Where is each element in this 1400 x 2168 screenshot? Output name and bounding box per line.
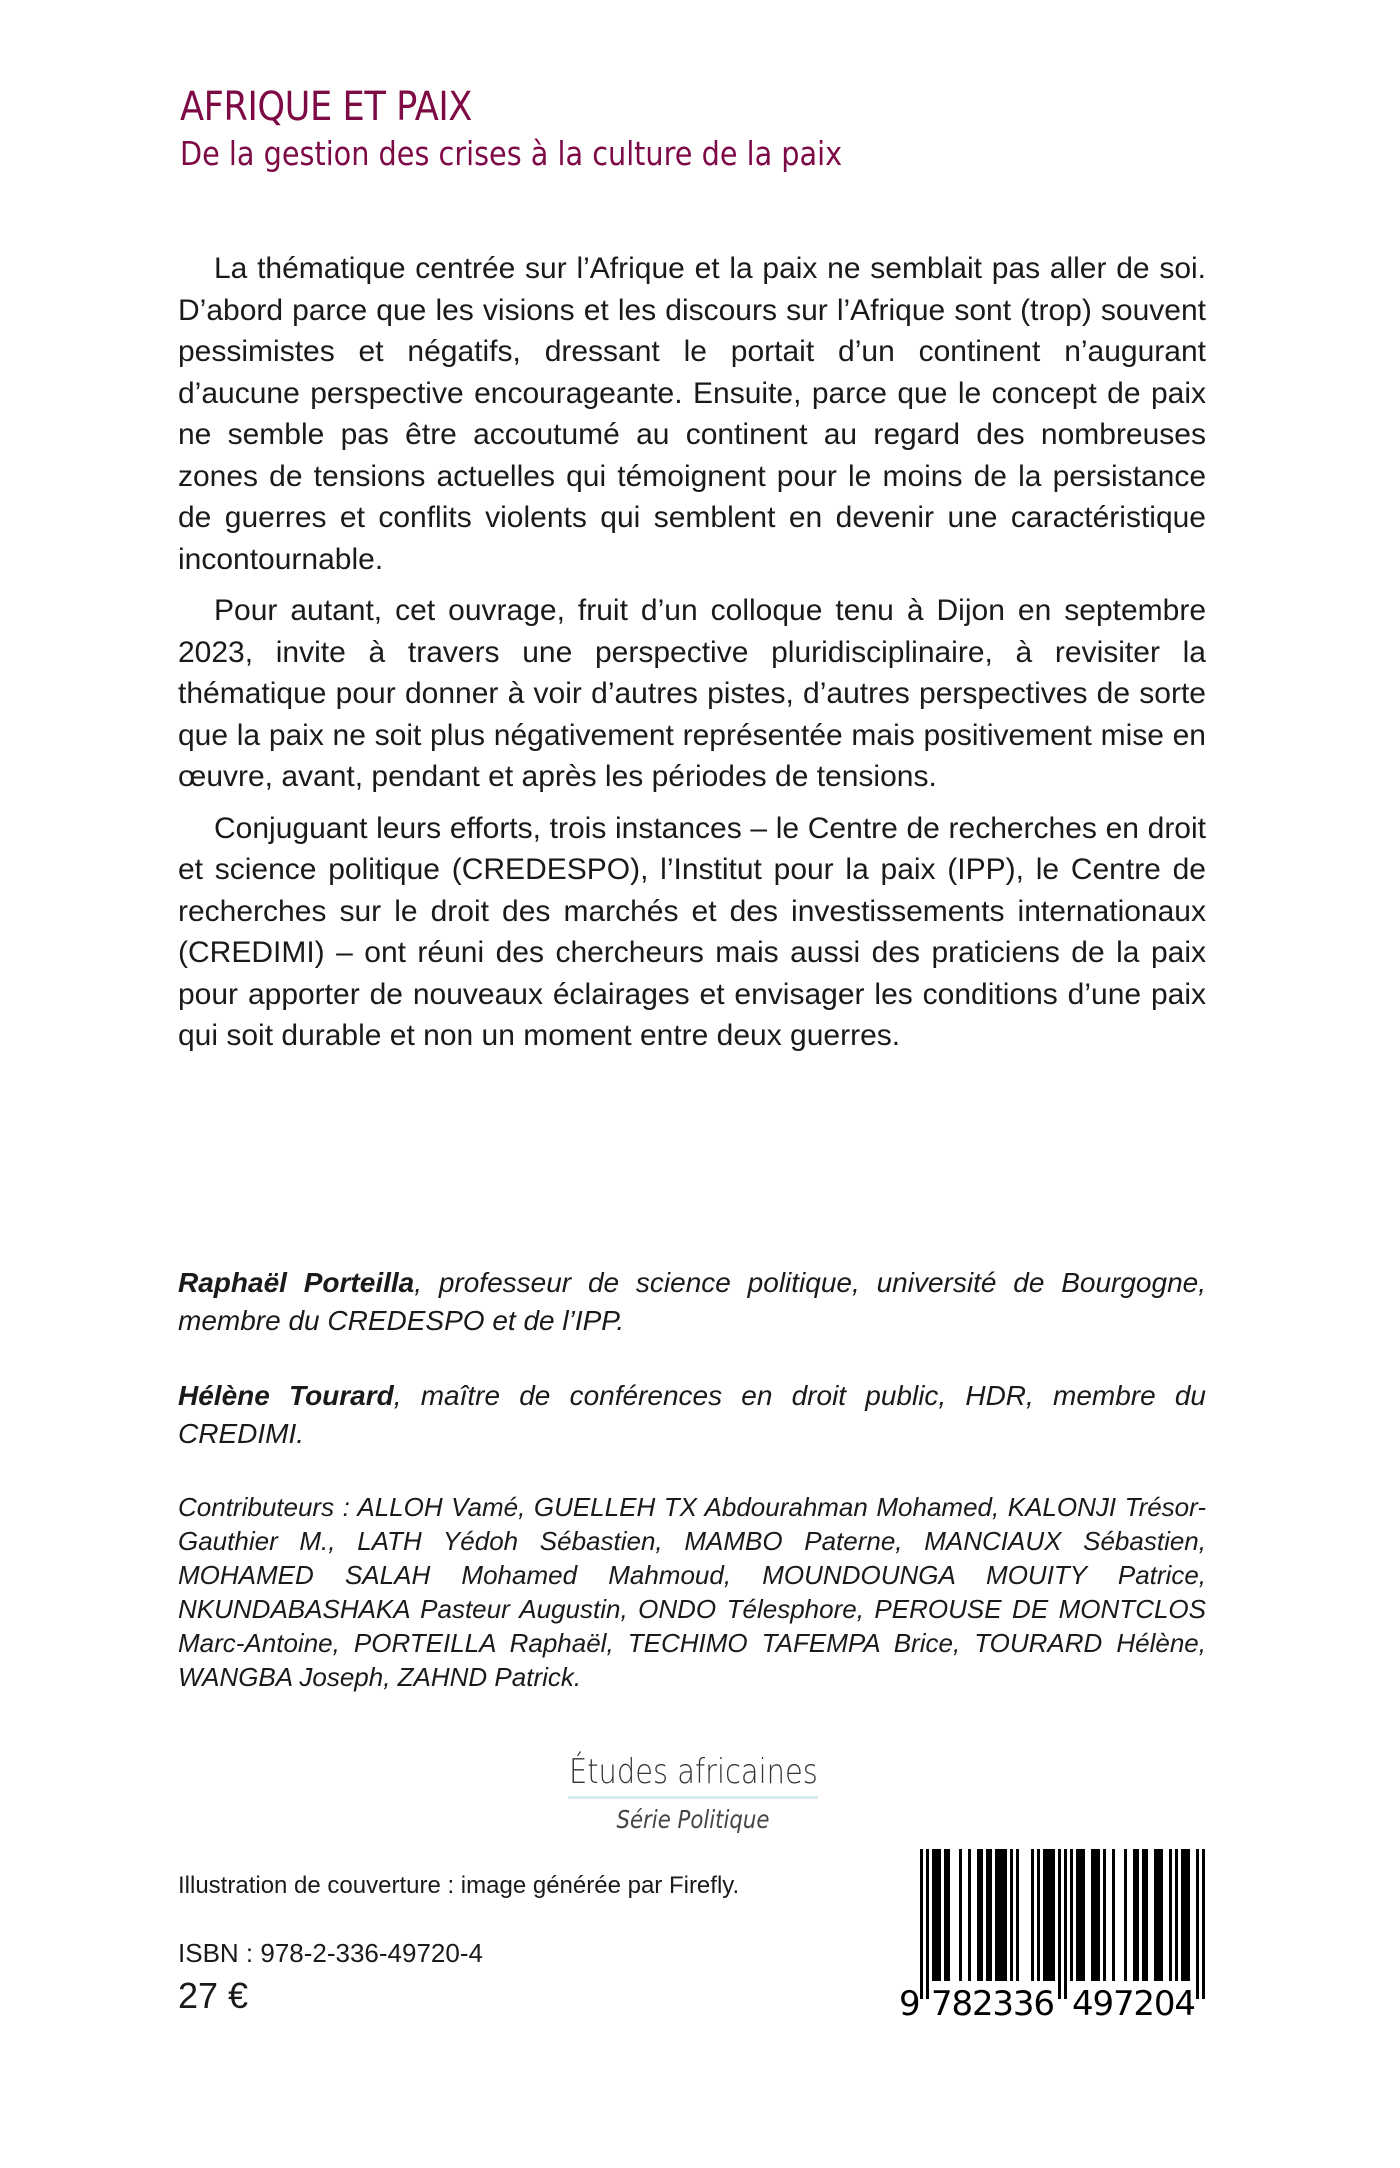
barcode-bar xyxy=(1010,1849,1013,1981)
barcode-bar xyxy=(1142,1849,1145,1981)
price: 27 € xyxy=(178,1975,249,2016)
barcode-bar xyxy=(986,1849,989,1981)
author-desc: , maître de conférences en droit public, HDR, membre du CREDIMI. xyxy=(178,1380,1207,1449)
barcode-bar xyxy=(1181,1849,1184,1981)
barcode-bar xyxy=(1031,1849,1034,1981)
barcode-bar xyxy=(1175,1849,1178,1981)
barcode-bar xyxy=(1103,1849,1106,1981)
barcode-bar xyxy=(1001,1849,1004,1981)
barcode-bar xyxy=(1133,1849,1136,1981)
barcode-bar xyxy=(932,1849,935,1981)
barcode-bar xyxy=(1064,1849,1067,1999)
barcode-bar xyxy=(959,1849,962,1981)
barcode-bar xyxy=(977,1849,980,1981)
barcode-bar xyxy=(1094,1849,1097,1981)
barcode-bar xyxy=(1046,1849,1049,1981)
barcode-bar xyxy=(947,1849,950,1981)
barcode-bar xyxy=(1052,1849,1055,1981)
barcode-bar xyxy=(1049,1849,1052,1981)
isbn: ISBN : 978-2-336-49720-4 xyxy=(178,1938,483,1968)
barcode-bar xyxy=(1154,1849,1157,1981)
barcode-bar xyxy=(1076,1849,1079,1981)
barcode-bar xyxy=(1037,1849,1040,1981)
barcode-bar xyxy=(938,1849,941,1981)
barcode-bar xyxy=(1043,1849,1046,1981)
barcode-bar xyxy=(1184,1849,1187,1981)
series-logo xyxy=(450,1752,936,1834)
author-bio xyxy=(178,1377,1206,1453)
barcode-bar xyxy=(1016,1849,1019,1981)
blurb-paragraph: Conjuguant leurs efforts, trois instances – le Centre de recherches en droit et science politique (CREDESPO), l’Institut pour la paix (IPP), le Centre de recherches sur le droit des marchés et des investissements internationaux (CREDIMI) – ont réuni des chercheurs mais aussi des praticiens de la paix pour apporter de nouveaux éclairages et envisager les conditions d’une paix qui soit durable et non un moment entre deux guerres. xyxy=(178,811,1206,1052)
author-bio xyxy=(178,1264,1206,1340)
barcode-bar xyxy=(998,1849,1001,1981)
barcode-bar xyxy=(935,1849,938,1981)
barcode-bar xyxy=(944,1849,947,1981)
barcode-bar xyxy=(1160,1849,1163,1981)
barcode-bar xyxy=(926,1849,929,1999)
barcode-digits: 782336 xyxy=(931,1984,1055,2024)
barcode-digits: 497204 xyxy=(1072,1984,1196,2024)
barcode-bar xyxy=(1124,1849,1127,1981)
barcode-bar xyxy=(1097,1849,1100,1981)
contributors: Contributeurs : ALLOH Vamé, GUELLEH TX Abdourahman Mohamed, KALONJI Trésor-Gauthier M., LATH Yédoh Sébastien, MAMBO Paterne, MANCIAUX Sébastien, MOHAMED SALAH Mohamed Mahmoud, MOUNDOUNGA MOUITY Patrice, NKUNDABASHAKA Pasteur Augustin, ONDO Télesphore, PEROUSE DE MONTCLOS Marc-Antoine, PORTEILLA Raphaël, TECHIMO TAFEMPA Brice, TOURARD Hélène, WANGBA Joseph, ZAHND Patrick. xyxy=(178,1492,1206,1692)
barcode-bar xyxy=(1079,1849,1082,1981)
barcode-bar xyxy=(1136,1849,1139,1981)
series-sub: Série Politique xyxy=(616,1805,770,1834)
barcode-bar xyxy=(1169,1849,1172,1981)
blurb-paragraph: La thématique centrée sur l’Afrique et la paix ne semblait pas aller de soi. D’abord parce que les visions et les discours sur l’Afrique sont (trop) souvent pessimistes et négatifs, dressant le portait d’un continent n’augurant d’aucune perspective encourageante. Ensuite, parce que le concept de paix ne semble pas être accoutumé au continent au regard des nombreuses zones de tensions actuelles qui témoignent pour le moins de la persistance de guerres et conflits violents qui semblent en devenir une caractéristique incontournable. xyxy=(178,252,1206,576)
barcode-bar xyxy=(1058,1849,1061,1999)
barcode-digits: 9 xyxy=(899,1984,921,2024)
barcode-bar xyxy=(995,1849,998,1981)
barcode-bar xyxy=(1187,1849,1190,1981)
barcode-bar xyxy=(1082,1849,1085,1981)
blurb-paragraph: Pour autant, cet ouvrage, fruit d’un colloque tenu à Dijon en septembre 2023, invite à travers une perspective pluridisciplinaire, à revisiter la thématique pour donner à voir d’autres pistes, d’autres perspectives de sorte que la paix ne soit plus négativement représentée mais positivement mise en œuvre, avant, pendant et après les périodes de tensions. xyxy=(178,594,1206,793)
barcode-bar xyxy=(1157,1849,1160,1981)
book-subtitle: De la gestion des crises à la culture de la paix xyxy=(180,134,843,173)
series-name: Études africaines xyxy=(568,1752,818,1792)
barcode-bar xyxy=(1070,1849,1073,1981)
author-name: Hélène Tourard xyxy=(178,1380,394,1411)
author-desc: , professeur de science politique, université de Bourgogne, membre du CREDESPO et de l’IPP. xyxy=(178,1267,1206,1336)
series-divider xyxy=(568,1796,818,1799)
barcode xyxy=(895,1845,1215,2025)
book-title: AFRIQUE ET PAIX xyxy=(180,84,472,130)
barcode-bar xyxy=(1196,1849,1199,1999)
barcode-bar xyxy=(968,1849,971,1981)
barcode-bar xyxy=(920,1849,923,1999)
barcode-bar xyxy=(980,1849,983,1981)
barcode-bar xyxy=(1202,1849,1205,1999)
author-name: Raphaël Porteilla xyxy=(178,1267,415,1298)
barcode-bar xyxy=(989,1849,992,1981)
barcode-bar xyxy=(1091,1849,1094,1981)
barcode-bar xyxy=(1112,1849,1115,1981)
barcode-bar xyxy=(1145,1849,1148,1981)
barcode-bar xyxy=(1004,1849,1007,1981)
illustration-credit: Illustration de couverture : image générée par Firefly. xyxy=(178,1872,740,1899)
blurb xyxy=(178,248,1206,1067)
